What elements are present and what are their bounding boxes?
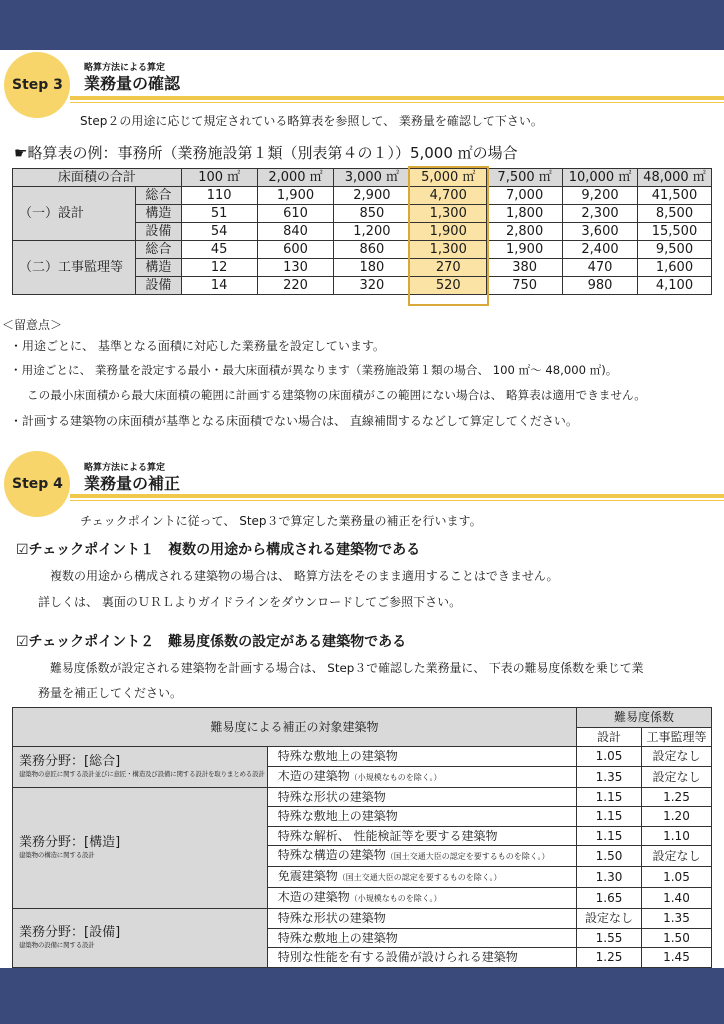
value-cell: 1,900 [487,241,563,259]
step3-label: Step 3 [12,77,63,93]
value-cell-highlight: 520 [410,277,487,295]
difficulty-header [13,708,712,728]
item-cell [267,846,576,867]
category-name: 業務分野：[構造] [19,835,121,851]
sub-label: 構造 [135,205,181,223]
supervision-value: 設定なし [641,766,711,787]
value-cell: 3,600 [563,223,638,241]
value-cell-highlight: 1,300 [410,241,487,259]
item-name: 木造の建築物 [277,890,350,904]
item-cell [267,948,576,968]
step4-label: Step 4 [12,476,63,492]
value-cell: 220 [257,277,334,295]
area-col-highlight: 5,000 ㎡ [410,169,487,187]
area-header: 床面積の合計 [13,169,182,187]
note-line: ・計画する建築物の床面積が基準となる床面積でない場合は、 直線補間するなどして算定してください。 [10,414,578,428]
table-row [13,747,712,767]
area-col: 10,000 ㎡ [563,169,638,187]
item-name: 特別な性能を有する設備が設けられる建築物 [277,950,518,965]
note-line: この最小床面積から最大床面積の範囲に計画する建築物の床面積がこの範囲にない場合は、 略算表は適用できません。 [27,388,646,402]
supervision-value: 1.25 [641,787,711,807]
value-cell: 980 [563,277,638,295]
note-line: ・用途ごとに、 業務量を設定する最小・最大床面積が異なります（業務施設第１類の場合、 100 ㎡～ 48,000 ㎡)。 [10,363,618,377]
supervision-value: 1.35 [641,909,711,929]
item-name: 特殊な敷地上の建築物 [277,809,398,824]
design-value: 1.50 [577,846,642,867]
value-cell: 14 [181,277,257,295]
item-note: （国土交通大臣の認定を要するものを除く。） [337,873,502,882]
area-col: 7,500 ㎡ [487,169,563,187]
value-cell: 380 [487,259,563,277]
value-cell-highlight: 1,300 [410,205,487,223]
design-value: 1.30 [577,867,642,888]
checkpoint2-heading: ☑チェックポイント２ 難易度係数の設定がある建築物である [16,634,407,650]
step4-rule [70,494,724,498]
item-note: （小規模なものを除く。） [349,772,442,782]
design-value: 1.25 [577,948,642,968]
step4-subtitle: 略算方法による算定 [84,463,166,473]
value-cell: 610 [257,205,334,223]
value-cell: 2,900 [334,187,410,205]
item-note: （小規模なものを除く。） [349,894,442,903]
category-general [13,747,268,788]
table-row [13,187,712,205]
area-col: 100 ㎡ [181,169,257,187]
category-desc: 建築物の構造に関する設計 [19,851,95,860]
design-value: 1.65 [577,888,642,909]
step4-title: 業務量の補正 [84,474,181,493]
table-row [13,909,712,929]
value-cell: 8,500 [637,205,711,223]
step3-subtitle: 略算方法による算定 [84,63,166,73]
value-cell: 12 [181,259,257,277]
item-name: 特殊な解析、 性能検証等を要する建築物 [277,828,498,843]
notes-heading: ＜留意点＞ [2,318,63,332]
value-cell: 2,300 [563,205,638,223]
item-name: 特殊な形状の建築物 [277,911,386,926]
value-cell: 9,200 [563,187,638,205]
design-value: 1.35 [577,766,642,787]
design-value: 1.05 [577,747,642,767]
checkpoint1-heading: ☑チェックポイント１ 複数の用途から構成される建築物である [16,542,421,558]
item-name: 特殊な構造の建築物 [277,848,386,862]
value-cell: 15,500 [637,223,711,241]
value-cell: 1,200 [334,223,410,241]
target-header: 難易度による補正の対象建築物 [13,708,577,747]
value-cell: 860 [334,241,410,259]
value-cell: 320 [334,277,410,295]
step3-rule [70,96,724,100]
value-cell-highlight: 1,900 [410,223,487,241]
estimate-table [12,168,712,295]
value-cell: 1,800 [487,205,563,223]
step3-rule-thin [70,102,724,103]
value-cell: 840 [257,223,334,241]
item-note: （国土交通大臣の認定を要するものを除く。） [385,852,550,861]
supervision-value: 1.05 [641,867,711,888]
supervision-value: 設定なし [641,747,711,767]
coef-header: 難易度係数 [577,708,712,728]
note-line: ・用途ごとに、 基準となる面積に対応した業務量を設定しています。 [10,339,385,353]
checkpoint2-text: 難易度係数が設定される建築物を計画する場合は、 Step３で確認した業務量に、 下表の難易度係数を乗じて業 [50,661,644,675]
difficulty-table [12,707,712,968]
item-name: 免震建築物 [277,869,338,883]
example-heading: ☛略算表の例：事務所（業務施設第１類（別表第４の１））5,000 ㎡の場合 [14,144,518,162]
value-cell: 850 [334,205,410,223]
category-name: 業務分野：[設備] [19,925,121,941]
area-col: 2,000 ㎡ [257,169,334,187]
item-name: 特殊な敷地上の建築物 [277,930,398,945]
value-cell: 9,500 [637,241,711,259]
value-cell-highlight: 4,700 [410,187,487,205]
value-cell: 470 [563,259,638,277]
area-col: 3,000 ㎡ [334,169,410,187]
design-value: 1.55 [577,928,642,948]
table-row [13,241,712,259]
category-name: 業務分野：[総合] [19,754,121,770]
sub-label: 構造 [135,259,181,277]
supervision-value: 1.10 [641,826,711,846]
supervision-value: 1.45 [641,948,711,968]
checkpoint1-text: 複数の用途から構成される建築物の場合は、 略算方法をそのまま適用することはできません。 [50,569,559,583]
item-cell [267,909,576,929]
category-equipment [13,909,268,968]
item-cell [267,747,576,767]
value-cell: 51 [181,205,257,223]
design-value: 設定なし [577,909,642,929]
supervision-value: 1.20 [641,807,711,827]
sub-label: 設備 [135,223,181,241]
supervision-value: 1.50 [641,928,711,948]
category-desc: 建築物の設備に関する設計 [19,941,95,950]
value-cell: 1,900 [257,187,334,205]
value-cell: 130 [257,259,334,277]
step3-title: 業務量の確認 [84,74,181,93]
item-cell [267,807,576,827]
top-banner [0,0,724,50]
value-cell: 41,500 [637,187,711,205]
supervision-value: 設定なし [641,846,711,867]
item-cell [267,787,576,807]
value-cell: 2,800 [487,223,563,241]
value-cell: 180 [334,259,410,277]
table-row [13,787,712,807]
item-name: 木造の建築物 [277,768,350,783]
category-structure [13,787,268,909]
value-cell: 110 [181,187,257,205]
supervision-value: 1.40 [641,888,711,909]
supervision-header: 工事監理等 [641,727,711,747]
value-cell-highlight: 270 [410,259,487,277]
item-cell [267,766,576,787]
bottom-banner [0,968,724,1024]
value-cell: 54 [181,223,257,241]
step4-intro: チェックポイントに従って、 Step３で算定した業務量の補正を行います。 [80,514,482,528]
item-cell [267,826,576,846]
estimate-table-header [13,169,712,187]
sub-label: 総合 [135,241,181,259]
design-value: 1.15 [577,826,642,846]
item-cell [267,888,576,909]
design-value: 1.15 [577,807,642,827]
group-label: （一）設計 [13,187,136,241]
design-value: 1.15 [577,787,642,807]
value-cell: 600 [257,241,334,259]
category-desc: 建築物の意匠に関する設計並びに意匠・構造及び設備に関する設計を取りまとめる設計 [19,770,265,779]
sub-label: 設備 [135,277,181,295]
value-cell: 750 [487,277,563,295]
value-cell: 45 [181,241,257,259]
checkpoint2-text: 務量を補正してください。 [38,686,183,700]
area-col: 48,000 ㎡ [637,169,711,187]
sub-label: 総合 [135,187,181,205]
item-name: 特殊な形状の建築物 [277,789,386,804]
design-header: 設計 [577,727,642,747]
item-name: 特殊な敷地上の建築物 [277,749,398,764]
value-cell: 1,600 [637,259,711,277]
value-cell: 4,100 [637,277,711,295]
item-cell [267,867,576,888]
step3-intro: Step２の用途に応じて規定されている略算表を参照して、 業務量を確認して下さい。 [80,114,543,128]
checkpoint1-text: 詳しくは、 裏面のＵＲＬよりガイドラインをダウンロードしてご参照下さい。 [38,595,462,609]
value-cell: 2,400 [563,241,638,259]
step4-rule-thin [70,500,724,501]
item-cell [267,928,576,948]
value-cell: 7,000 [487,187,563,205]
group-label: （二）工事監理等 [13,241,136,295]
